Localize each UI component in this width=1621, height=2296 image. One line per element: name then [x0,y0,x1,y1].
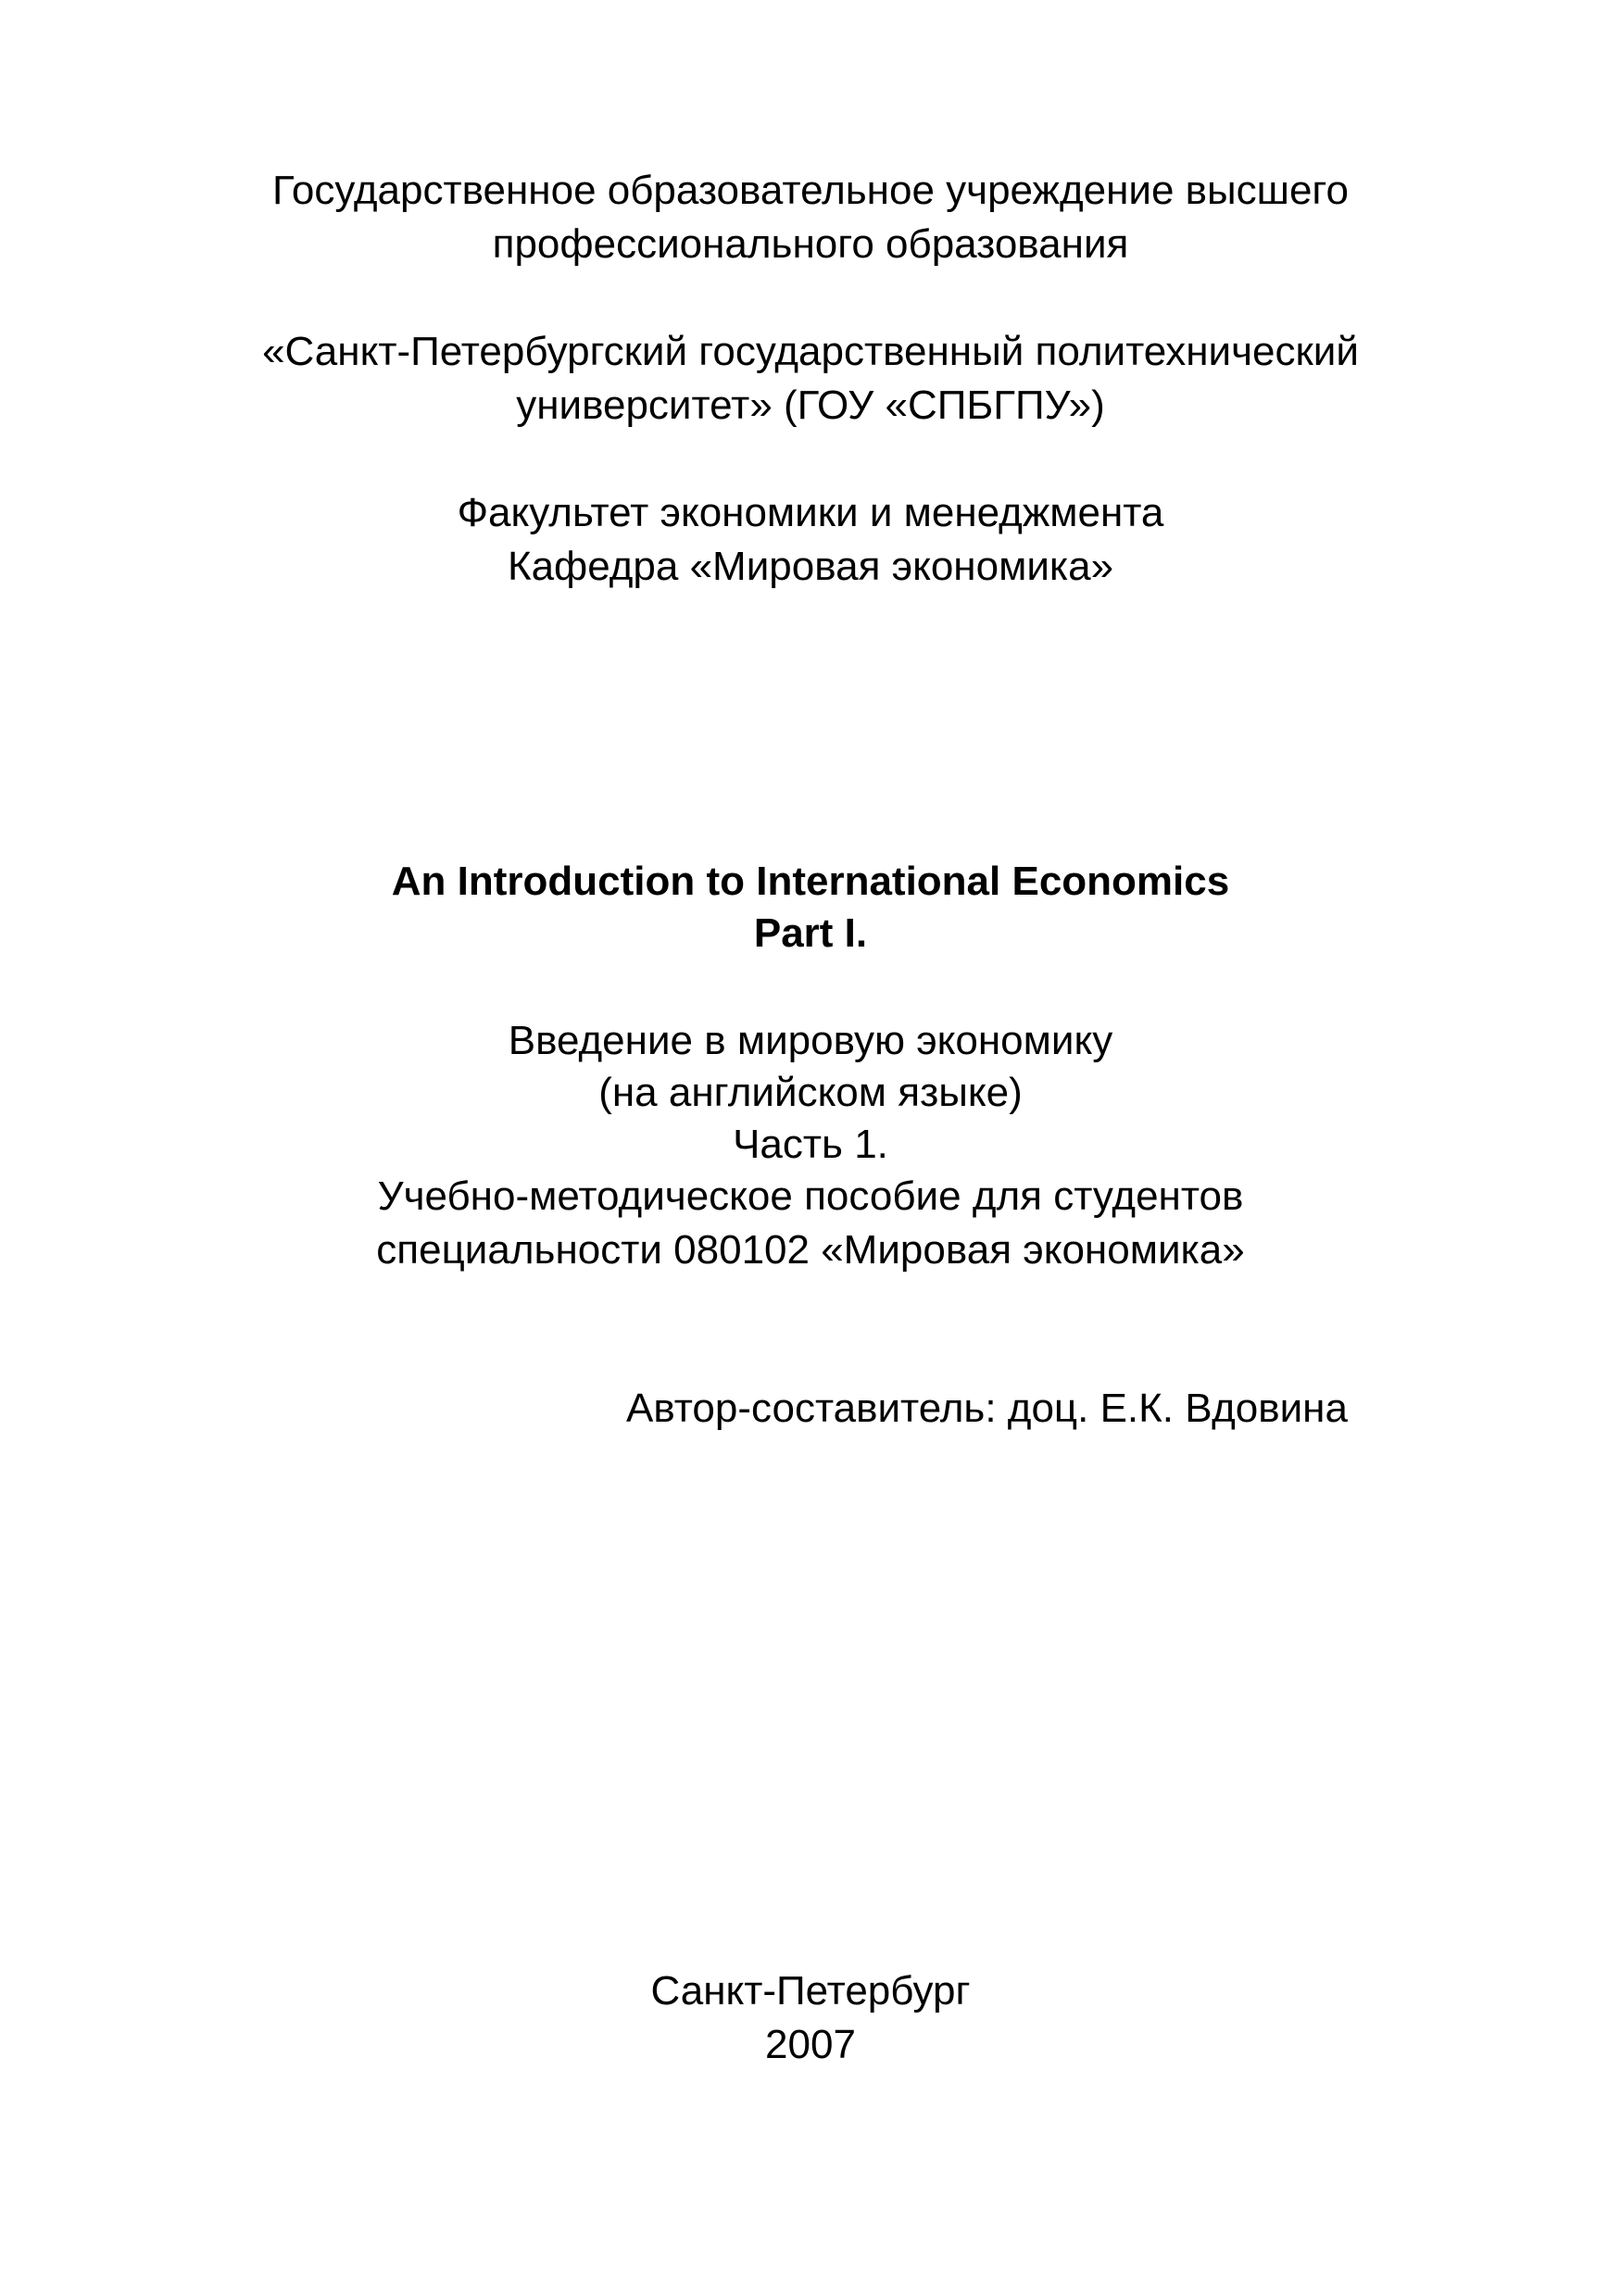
year: 2007 [765,2022,856,2067]
department-name: Кафедра «Мировая экономика» [507,544,1114,589]
manual-description-line-1: Учебно-методическое пособие для студентов [377,1173,1244,1219]
university-line-1: «Санкт-Петербургский государственный политехнический [262,329,1359,374]
university-line-2: университет» (ГОУ «СПБГПУ») [516,383,1105,428]
institution-line-2: профессионального образования [492,221,1129,267]
language-note: (на английском языке) [598,1070,1023,1115]
institution-line-1: Государственное образовательное учреждение высшего [271,168,1349,213]
manual-description-line-2: специальности 080102 «Мировая экономика» [376,1227,1245,1273]
russian-title: Введение в мировую экономику [508,1018,1113,1063]
english-title-line-2: Part I. [753,910,868,956]
part-number: Часть 1. [733,1122,888,1167]
author-line: Автор-составитель: доц. Е.К. Вдовина [626,1386,1348,1431]
faculty-name: Факультет экономики и менеджмента [457,490,1164,535]
city: Санкт-Петербург [650,1968,971,2014]
english-title-line-1: An Introduction to International Economics [391,859,1230,904]
